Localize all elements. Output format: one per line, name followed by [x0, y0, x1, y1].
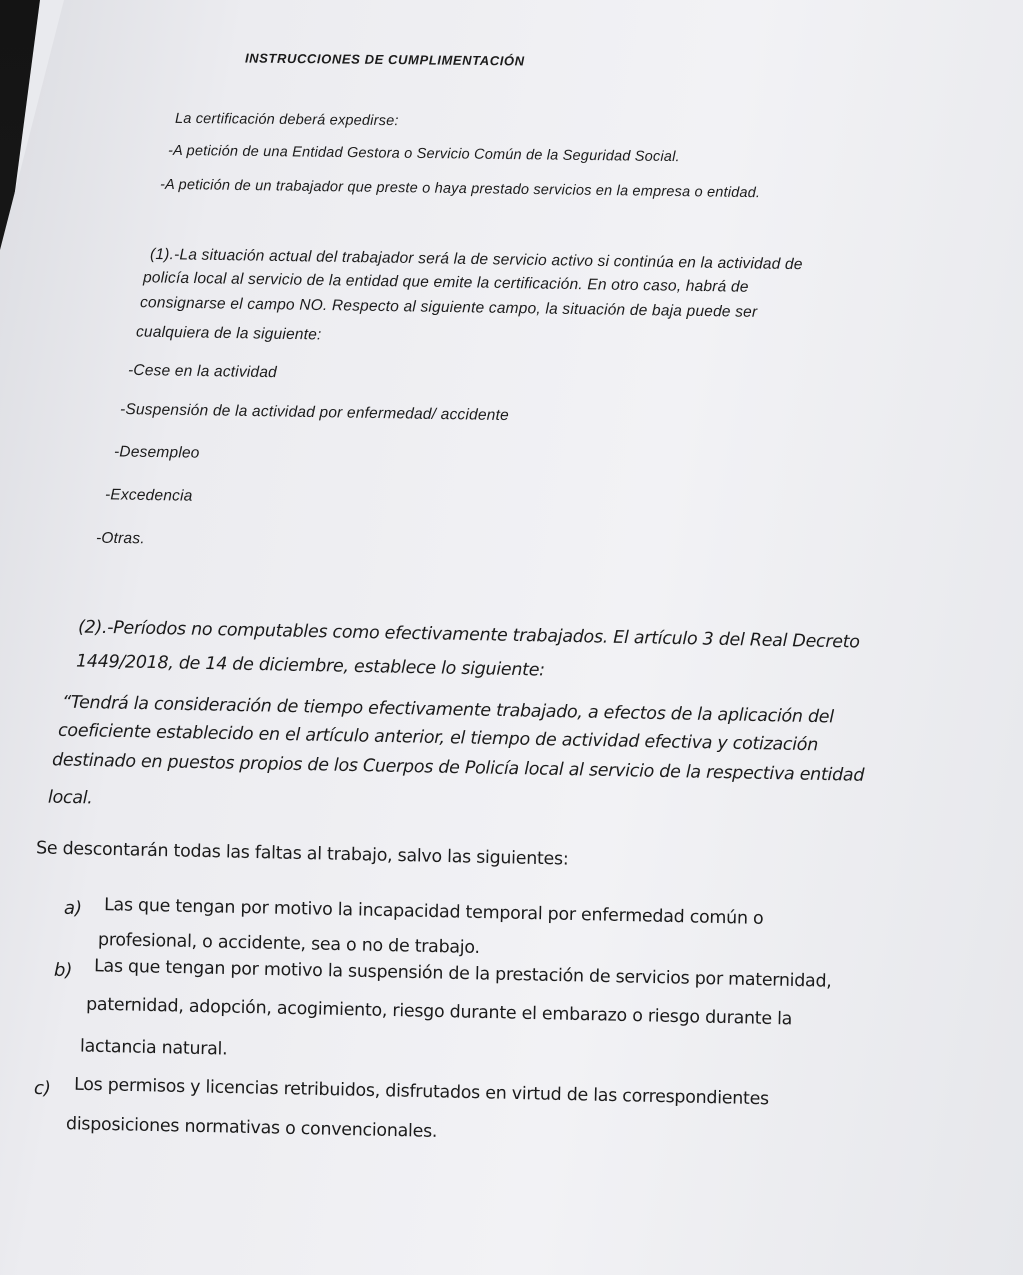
exception-line: Los permisos y licencias retribuidos, disfrutados en virtud de las correspondientes	[73, 1074, 770, 1110]
exception-line: Las que tengan por motivo la incapacidad temporal por enfermedad común o	[103, 895, 764, 929]
note1-line: consignarse el campo NO. Respecto al siguiente campo, la situación de baja puede ser	[139, 294, 758, 321]
list-marker-a: a)	[63, 897, 83, 920]
situation-item: -Desempleo	[113, 443, 200, 462]
exception-line: profesional, o accidente, sea o no de trabajo.	[97, 930, 480, 958]
note2-line: 1449/2018, de 14 de diciembre, establece lo siguiente:	[75, 651, 545, 681]
quote-line: coeficiente establecido en el artículo anterior, el tiempo de actividad efectiva y cotización	[57, 720, 819, 756]
intro-line: La certificación deberá expedirse:	[174, 110, 399, 130]
situation-item: -Cese en la actividad	[127, 361, 278, 382]
discount-intro: Se descontarán todas las faltas al trabajo, salvo las siguientes:	[35, 838, 569, 870]
exception-line: Las que tengan por motivo la suspensión de la prestación de servicios por maternidad,	[93, 956, 832, 992]
situation-item: -Otras.	[95, 529, 145, 548]
quote-line: destinado en puestos propios de los Cuerpos de Policía local al servicio de la respectiva entidad	[51, 750, 865, 786]
note1-line: policía local al servicio de la entidad que emite la certificación. En otro caso, habrá de	[142, 269, 749, 296]
situation-item: -Suspensión de la actividad por enfermedad/ accidente	[119, 400, 509, 425]
intro-line: -A petición de un trabajador que preste o haya prestado servicios en la empresa o entidad.	[159, 176, 761, 202]
quote-line: local.	[47, 787, 93, 809]
intro-line: -A petición de una Entidad Gestora o Servicio Común de la Seguridad Social.	[167, 142, 680, 166]
quote-line: “Tendrá la consideración de tiempo efectivamente trabajado, a efectos de la aplicación del	[61, 692, 834, 728]
exception-line: lactancia natural.	[79, 1036, 228, 1060]
note1-line: (1).-La situación actual del trabajador será la de servicio activo si continúa en la actividad de	[149, 245, 803, 274]
list-marker-c: c)	[33, 1077, 52, 1100]
situation-item: -Excedencia	[104, 486, 193, 505]
note1-line: cualquiera de la siguiente:	[135, 323, 322, 344]
note2-line: (2).-Períodos no computables como efectivamente trabajados. El artículo 3 del Real Decreto	[77, 617, 860, 653]
exception-line: disposiciones normativas o convencionales.	[65, 1114, 438, 1142]
exception-line: paternidad, adopción, acogimiento, riesgo durante el embarazo o riesgo durante la	[85, 994, 793, 1030]
document-title: INSTRUCCIONES DE CUMPLIMENTACIÓN	[244, 50, 525, 69]
list-marker-b: b)	[53, 959, 73, 982]
